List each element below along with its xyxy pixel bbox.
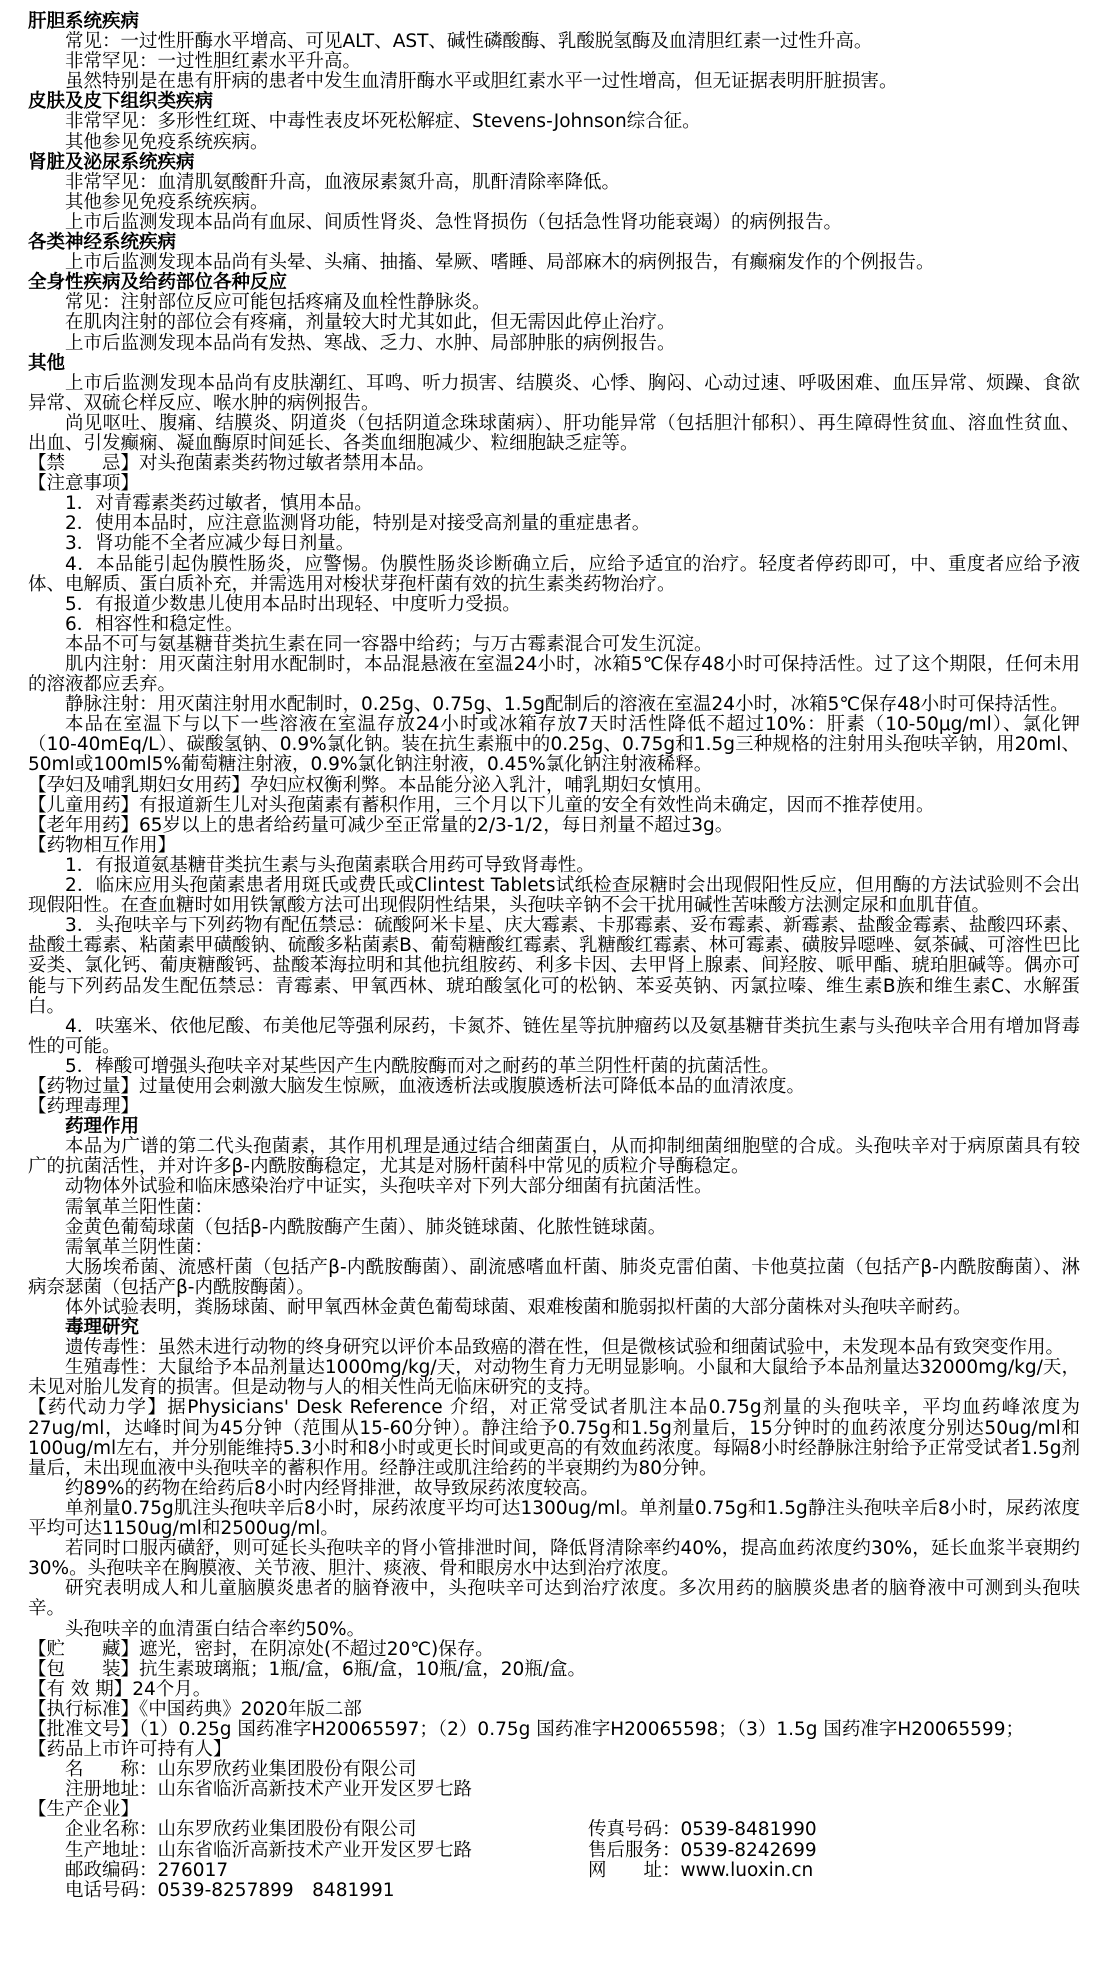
bracket-item: 【贮 藏】遮光，密封，在阴凉处(不超过20℃)保存。 bbox=[28, 1638, 494, 1660]
paragraph: 常见：一过性肝酶水平增高、可见ALT、AST、碱性磷酸酶、乳酸脱氢酶及血清胆红素一过性升高。 bbox=[65, 31, 873, 53]
bracket-item: 【禁 忌】对头孢菌素类药物过敏者禁用本品。 bbox=[28, 453, 436, 475]
paragraph: 2．临床应用头孢菌素患者用斑氏或费氏或Clintest Tablets试纸检查尿糖时会出现假阳性反应，但用酶的方法试验则不会出现假阳性。在查血糖时如用铁氰酸方法可出现假阴性结果，头孢呋辛钠不会干扰用碱性苦味酸方法测定尿和血肌苷值。 bbox=[28, 875, 1080, 917]
paragraph: 动物体外试验和临床感染治疗中证实，头孢呋辛对下列大部分细菌有抗菌活性。 bbox=[65, 1176, 713, 1198]
document-body bbox=[28, 12, 1080, 1901]
section-heading: 各类神经系统疾病 bbox=[28, 232, 177, 254]
paragraph: 若同时口服丙磺舒，则可延长头孢呋辛的肾小管排泄时间，降低肾清除率约40%，提高血药浓度约30%，延长血浆半衰期约30%。头孢呋辛在胸膜液、关节液、胆汁、痰液、骨和眼房水中达到治疗浓度。 bbox=[28, 1538, 1080, 1580]
paragraph: 注册地址：山东省临沂高新技术产业开发区罗七路 bbox=[65, 1779, 473, 1801]
paragraph: 尚见呕吐、腹痛、结膜炎、阴道炎（包括阴道念珠球菌病）、肝功能异常（包括胆汁郁积）、再生障碍性贫血、溶血性贫血、出血、引发癫痫、凝血酶原时间延长、各类血细胞减少、粒细胞缺乏症等。 bbox=[28, 412, 1080, 454]
section-heading: 皮肤及皮下组织类疾病 bbox=[28, 91, 214, 113]
paragraph: 约89%的药物在给药后8小时内经肾排泄，故导致尿药浓度较高。 bbox=[65, 1477, 599, 1499]
paragraph: 本品不可与氨基糖苷类抗生素在同一容器中给药；与万古霉素混合可发生沉淀。 bbox=[65, 633, 713, 655]
section-heading: 其他 bbox=[28, 352, 66, 374]
manufacturer-row bbox=[28, 1881, 1080, 1901]
manufacturer-postcode: 邮政编码：276017 bbox=[65, 1859, 229, 1881]
bracket-item: 【药品上市许可持有人】 bbox=[28, 1739, 232, 1761]
bracket-item: 【孕妇及哺乳期妇女用药】孕妇应权衡利弊。本品能分泌入乳汁，哺乳期妇女慎用。 bbox=[28, 774, 713, 796]
paragraph: 大肠埃希菌、流感杆菌（包括产β-内酰胺酶菌）、副流感嗜血杆菌、肺炎克雷伯菌、卡他莫拉菌（包括产β-内酰胺酶菌）、淋病奈瑟菌（包括产β-内酰胺酶菌）。 bbox=[28, 1256, 1080, 1298]
paragraph: 虽然特别是在患有肝病的患者中发生血清肝酶水平或胆红素水平一过性增高，但无证据表明肝脏损害。 bbox=[65, 71, 898, 93]
manufacturer-website: 网 址：www.luoxin.cn bbox=[588, 1859, 814, 1881]
paragraph: 金黄色葡萄球菌（包括β-内酰胺酶产生菌）、肺炎链球菌、化脓性链球菌。 bbox=[65, 1216, 667, 1238]
bracket-item: 【包 装】抗生素玻璃瓶；1瓶/盒，6瓶/盒，10瓶/盒，20瓶/盒。 bbox=[28, 1658, 587, 1680]
paragraph: 4．呋塞米、依他尼酸、布美他尼等强利尿药，卡氮芥、链佐星等抗肿瘤药以及氨基糖苷类抗生素与头孢呋辛合用有增加肾毒性的可能。 bbox=[28, 1015, 1080, 1057]
paragraph: 非常罕见：一过性胆红素水平升高。 bbox=[65, 51, 362, 73]
main-blocks bbox=[28, 12, 1080, 1800]
paragraph: 3．头孢呋辛与下列药物有配伍禁忌：硫酸阿米卡星、庆大霉素、卡那霉素、妥布霉素、新霉素、盐酸金霉素、盐酸四环素、盐酸土霉素、粘菌素甲磺酸钠、硫酸多粘菌素B、葡萄糖酸红霉素、乳糖酸红霉素、林可霉素、磺胺异噁唑、氨茶碱、可溶性巴比妥类、氯化钙、葡庚糖酸钙、盐酸苯海拉明和其他抗组胺药、利多卡因、去甲肾上腺素、间羟胺、哌甲酯、琥珀胆碱等。偶亦可能与下列药品发生配伍禁忌：青霉素、甲氧西林、琥珀酸氢化可的松钠、苯妥英钠、丙氯拉嗪、维生素B族和维生素C、水解蛋白。 bbox=[28, 915, 1080, 1017]
bracket-item: 【药理毒理】 bbox=[28, 1096, 140, 1118]
sub-section-heading: 毒理研究 bbox=[65, 1317, 140, 1339]
paragraph: 其他参见免疫系统疾病。 bbox=[65, 191, 269, 213]
paragraph: 在肌肉注射的部位会有疼痛，剂量较大时尤其如此，但无需因此停止治疗。 bbox=[65, 312, 676, 334]
paragraph: 生殖毒性：大鼠给予本品剂量达1000mg/kg/天，对动物生育力无明显影响。小鼠和大鼠给予本品剂量达32000mg/kg/天，未见对胎儿发育的损害。但是动物与人的相关性尚无临床研究的支持。 bbox=[28, 1357, 1080, 1399]
manufacturer-after-sales: 售后服务：0539-8242699 bbox=[588, 1839, 817, 1861]
paragraph: 上市后监测发现本品尚有头晕、头痛、抽搐、晕厥、嗜睡、局部麻木的病例报告，有癫痫发作的个例报告。 bbox=[65, 252, 935, 274]
section-heading: 肝胆系统疾病 bbox=[28, 11, 140, 32]
paragraph: 1．对青霉素类药过敏者，慎用本品。 bbox=[65, 493, 373, 515]
paragraph: 非常罕见：多形性红斑、中毒性表皮坏死松解症、Stevens-Johnson综合征。 bbox=[65, 111, 701, 133]
bracket-item: 【药代动力学】据Physicians' Desk Reference 介绍，对正常受试者肌注本品0.75g剂量的头孢呋辛，平均血药峰浓度为27ug/ml，达峰时间为45分钟（范围从15-60分钟）。静注给予0.75g和1.5g剂量后，15分钟时的血药浓度分别达50ug/ml和100ug/ml左右，并分别能维持5.3小时和8小时或更长时间或更高的有效血药浓度。每隔8小时经静脉注射给予正常受试者1.5g剂量后，未出现血液中头孢呋辛的蓄积作用。经静注或肌注给药的半衰期约为80分钟。 bbox=[28, 1397, 1080, 1479]
paragraph: 3．肾功能不全者应减少每日剂量。 bbox=[65, 533, 355, 555]
manufacturer-row bbox=[28, 1841, 1080, 1861]
paragraph: 上市后监测发现本品尚有发热、寒战、乏力、水肿、局部肿胀的病例报告。 bbox=[65, 332, 676, 354]
manufacturer-heading: 【生产企业】 bbox=[28, 1799, 140, 1821]
manufacturer-row bbox=[28, 1820, 1080, 1840]
manufacturer-row bbox=[28, 1861, 1080, 1881]
paragraph: 肌内注射：用灭菌注射用水配制时，本品混悬液在室温24小时，冰箱5℃保存48小时可保持活性。过了这个期限，任何未用的溶液都应丢弃。 bbox=[28, 654, 1080, 696]
section-heading: 全身性疾病及给药部位各种反应 bbox=[28, 272, 288, 294]
paragraph: 名 称：山东罗欣药业集团股份有限公司 bbox=[65, 1759, 417, 1781]
paragraph: 1．有报道氨基糖苷类抗生素与头孢菌素联合用药可导致肾毒性。 bbox=[65, 854, 595, 876]
paragraph: 需氧革兰阳性菌： bbox=[65, 1196, 214, 1218]
bracket-item: 【注意事项】 bbox=[28, 473, 140, 495]
paragraph: 需氧革兰阴性菌： bbox=[65, 1236, 214, 1258]
paragraph: 研究表明成人和儿童脑膜炎患者的脑脊液中，头孢呋辛可达到治疗浓度。多次用药的脑膜炎患者的脑脊液中可测到头孢呋辛。 bbox=[28, 1578, 1080, 1620]
paragraph: 遗传毒性：虽然未进行动物的终身研究以评价本品致癌的潜在性，但是微核试验和细菌试验中，未发现本品有致突变作用。 bbox=[65, 1337, 1065, 1359]
manufacturer-phone: 电话号码：0539-8257899 8481991 bbox=[65, 1879, 395, 1901]
manufacturer-company-name: 企业名称：山东罗欣药业集团股份有限公司 bbox=[65, 1819, 417, 1841]
bracket-item: 【有 效 期】24个月。 bbox=[28, 1678, 212, 1700]
paragraph: 其他参见免疫系统疾病。 bbox=[65, 131, 269, 153]
manufacturer-address: 生产地址：山东省临沂高新技术产业开发区罗七路 bbox=[65, 1839, 473, 1861]
paragraph: 头孢呋辛的血清蛋白结合率约50%。 bbox=[65, 1618, 366, 1640]
paragraph: 本品为广谱的第二代头孢菌素，其作用机理是通过结合细菌蛋白，从而抑制细菌细胞壁的合成。头孢呋辛对于病原菌具有较广的抗菌活性，并对许多β-内酰胺酶稳定，尤其是对肠杆菌科中常见的质粒介导酶稳定。 bbox=[28, 1136, 1080, 1178]
paragraph: 本品在室温下与以下一些溶液在室温存放24小时或冰箱存放7天时活性降低不超过10%：肝素（10-50μg/ml）、氯化钾（10-40mEq/L）、碳酸氢钠、0.9%氯化钠。装在抗生素瓶中的0.25g、0.75g和1.5g三种规格的注射用头孢呋辛钠，用20ml、50ml或100ml5%葡萄糖注射液，0.9%氯化钠注射液，0.45%氯化钠注射液稀释。 bbox=[28, 714, 1080, 776]
bracket-item: 【药物过量】过量使用会刺激大脑发生惊厥，血液透析法或腹膜透析法可降低本品的血清浓度。 bbox=[28, 1075, 806, 1097]
bracket-item: 【药物相互作用】 bbox=[28, 834, 177, 856]
paragraph: 单剂量0.75g肌注头孢呋辛后8小时，尿药浓度平均可达1300ug/ml。单剂量0.75g和1.5g静注头孢呋辛后8小时，尿药浓度平均可达1150ug/ml和2500ug/ml。 bbox=[28, 1497, 1080, 1540]
paragraph: 2．使用本品时，应注意监测肾功能，特别是对接受高剂量的重症患者。 bbox=[65, 513, 651, 535]
paragraph: 5．有报道少数患儿使用本品时出现轻、中度听力受损。 bbox=[65, 593, 521, 615]
paragraph: 5．棒酸可增强头孢呋辛对某些因产生内酰胺酶而对之耐药的革兰阴性杆菌的抗菌活性。 bbox=[65, 1055, 780, 1077]
paragraph: 6．相容性和稳定性。 bbox=[65, 613, 244, 635]
section-heading: 肾脏及泌尿系统疾病 bbox=[28, 151, 195, 173]
manufacturer-fax: 传真号码：0539-8481990 bbox=[588, 1819, 817, 1841]
bracket-item: 【批准文号】（1）0.25g 国药准字H20065597；（2）0.75g 国药准字H20065598；（3）1.5g 国药准字H20065599； bbox=[28, 1718, 1024, 1740]
manufacturer-block bbox=[28, 1800, 1080, 1900]
paragraph: 常见：注射部位反应可能包括疼痛及血栓性静脉炎。 bbox=[65, 292, 491, 314]
bracket-item: 【执行标准】《中国药典》2020年版二部 bbox=[28, 1698, 362, 1720]
paragraph: 上市后监测发现本品尚有血尿、间质性肾炎、急性肾损伤（包括急性肾功能衰竭）的病例报告。 bbox=[65, 211, 843, 233]
paragraph: 4．本品能引起伪膜性肠炎，应警惕。伪膜性肠炎诊断确立后，应给予适宜的治疗。轻度者停药即可，中、重度者应给予液体、电解质、蛋白质补充，并需选用对梭状芽孢杆菌有效的抗生素类药物治疗。 bbox=[28, 553, 1080, 595]
bracket-item: 【老年用药】65岁以上的患者给药量可减少至正常量的2/3-1/2，每日剂量不超过3g。 bbox=[28, 814, 734, 836]
bracket-item: 【儿童用药】有报道新生儿对头孢菌素有蓄积作用，三个月以下儿童的安全有效性尚未确定，因而不推荐使用。 bbox=[28, 794, 935, 816]
paragraph: 体外试验表明，粪肠球菌、耐甲氧西林金黄色葡萄球菌、艰难梭菌和脆弱拟杆菌的大部分菌株对头孢呋辛耐药。 bbox=[65, 1297, 972, 1318]
paragraph: 静脉注射：用灭菌注射用水配制时，0.25g、0.75g、1.5g配制后的溶液在室温24小时，冰箱5℃保存48小时可保持活性。 bbox=[65, 694, 1069, 716]
sub-section-heading: 药理作用 bbox=[65, 1116, 140, 1138]
paragraph: 非常罕见：血清肌氨酸酐升高，血液尿素氮升高，肌酐清除率降低。 bbox=[65, 171, 621, 193]
paragraph: 上市后监测发现本品尚有皮肤潮红、耳鸣、听力损害、结膜炎、心悸、胸闷、心动过速、呼吸困难、血压异常、烦躁、食欲异常、双硫仑样反应、喉水肿的病例报告。 bbox=[28, 372, 1080, 414]
